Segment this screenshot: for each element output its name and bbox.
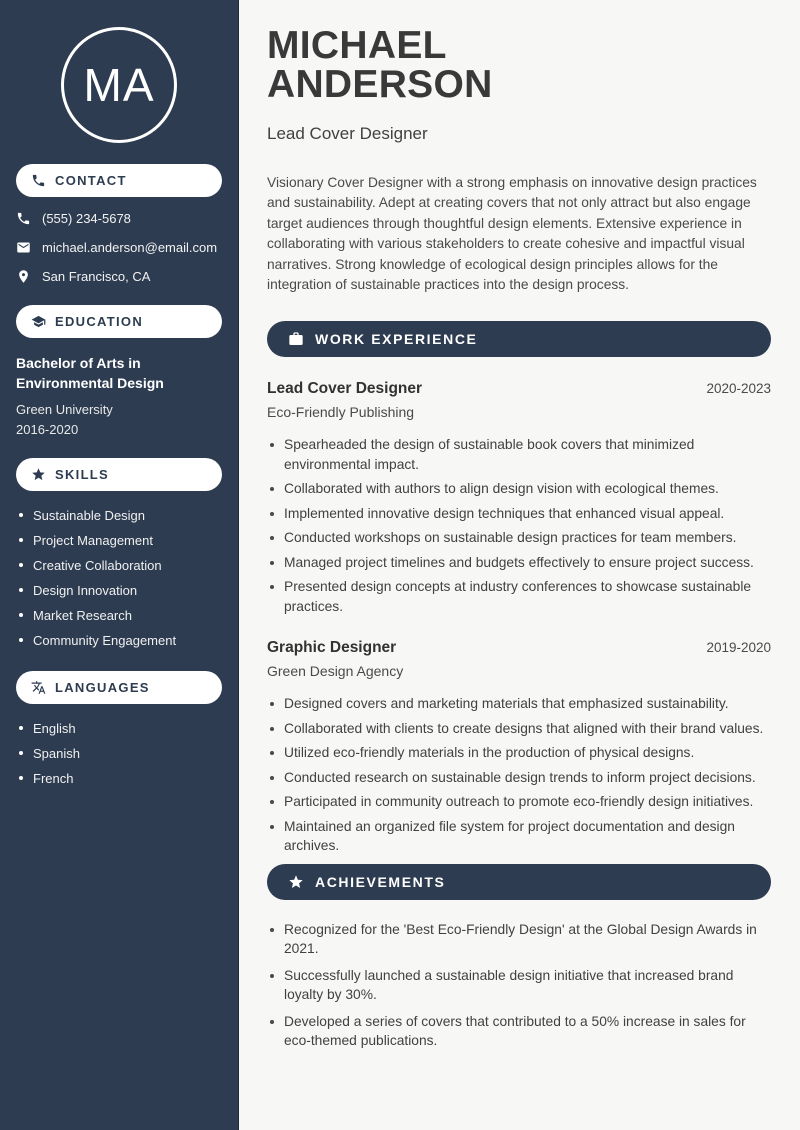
translate-icon [31, 680, 46, 695]
job-bullet: Spearheaded the design of sustainable book covers that minimized environmental impact. [267, 435, 771, 474]
location-icon [16, 269, 31, 284]
education-section-title: EDUCATION [55, 314, 144, 329]
phone-number: (555) 234-5678 [42, 211, 131, 226]
skills-section-header [16, 458, 222, 491]
contact-section-title: CONTACT [55, 173, 127, 188]
email-address: michael.anderson@email.com [42, 240, 218, 255]
location-text: San Francisco, CA [42, 269, 151, 284]
languages-section-header [16, 671, 222, 704]
achievement-bullet: Successfully launched a sustainable design initiative that increased brand loyalty by 30%. [267, 966, 771, 1005]
skill-item: Sustainable Design [16, 506, 222, 525]
job-bullet: Collaborated with authors to align design vision with ecological themes. [267, 479, 771, 499]
job-bullet: Managed project timelines and budgets effectively to ensure project success. [267, 553, 771, 573]
language-item: French [16, 769, 222, 788]
candidate-headline: Lead Cover Designer [267, 124, 428, 143]
job-bullet: Conducted research on sustainable design trends to inform project decisions. [267, 768, 771, 788]
job-bullet-list [267, 435, 771, 616]
job-bullet: Designed covers and marketing materials that emphasized sustainability. [267, 694, 771, 714]
jobs-list [267, 380, 771, 856]
degree-name: Bachelor of Arts in Environmental Design [16, 355, 164, 392]
achievements-section-header [267, 864, 771, 900]
contact-item-location [16, 269, 222, 284]
job-dates: 2020-2023 [706, 381, 771, 397]
candidate-name [267, 26, 771, 104]
candidate-name-line1: MICHAEL [267, 24, 447, 67]
job-bullet: Maintained an organized file system for project documentation and design archives. [267, 817, 771, 856]
main-content [239, 0, 800, 1130]
job-company: Eco-Friendly Publishing [267, 404, 415, 421]
work-experience-title: WORK EXPERIENCE [315, 331, 478, 348]
education-entry [16, 353, 222, 437]
job-bullet-list [267, 694, 771, 856]
job-bullet: Collaborated with clients to create designs that aligned with their brand values. [267, 719, 771, 739]
language-item: English [16, 719, 222, 738]
mail-icon [16, 240, 31, 255]
job-title: Lead Cover Designer [267, 380, 423, 398]
skill-item: Design Innovation [16, 581, 222, 600]
achievements-list [267, 920, 771, 1051]
job-dates: 2019-2020 [706, 640, 771, 656]
job-bullet: Conducted workshops on sustainable design practices for team members. [267, 528, 771, 548]
languages-list [16, 719, 222, 788]
skill-item: Market Research [16, 606, 222, 625]
job-bullet: Presented design concepts at industry conferences to showcase sustainable practices. [267, 577, 771, 616]
job-bullet: Participated in community outreach to promote eco-friendly design initiatives. [267, 792, 771, 812]
candidate-name-line2: ANDERSON [267, 63, 493, 106]
job-title: Graphic Designer [267, 639, 397, 657]
star-icon [288, 874, 304, 890]
star-icon [31, 467, 46, 482]
achievement-bullet: Developed a series of covers that contributed to a 50% increase in sales for eco-themed publications. [267, 1012, 771, 1051]
job-bullet: Utilized eco-friendly materials in the production of physical designs. [267, 743, 771, 763]
skill-item: Community Engagement [16, 631, 222, 650]
graduation-cap-icon [31, 314, 46, 329]
school-name: Green University [16, 401, 113, 417]
achievement-bullet: Recognized for the 'Best Eco-Friendly Design' at the Global Design Awards in 2021. [267, 920, 771, 959]
work-experience-section-header [267, 321, 771, 357]
summary-paragraph: Visionary Cover Designer with a strong emphasis on innovative design practices and sustainability. Adept at creating covers that not only attract but also engage target audiences through thoughtful design elements. Extensive experience in collaborating with various stakeholders to create cohesive and impactful visual narratives. Strong knowledge of ecological design principles allows for the integration of sustainable practices into the design process. [267, 175, 757, 293]
skill-item: Project Management [16, 531, 222, 550]
avatar-initials: MA [83, 59, 155, 111]
skill-item: Creative Collaboration [16, 556, 222, 575]
languages-section-title: LANGUAGES [55, 679, 150, 695]
briefcase-icon [288, 331, 304, 347]
education-years: 2016-2020 [16, 421, 79, 437]
job-entry [267, 380, 771, 616]
job-header-row [267, 639, 771, 657]
skills-list [16, 506, 222, 650]
skills-section-title: SKILLS [55, 466, 110, 482]
job-header-row [267, 380, 771, 398]
achievements-title: ACHIEVEMENTS [315, 873, 446, 890]
job-company: Green Design Agency [267, 663, 404, 680]
contact-section-header [16, 164, 222, 197]
contact-item-email [16, 240, 222, 255]
contact-item-phone [16, 211, 222, 226]
job-bullet: Implemented innovative design techniques that enhanced visual appeal. [267, 504, 771, 524]
contact-list [16, 211, 222, 284]
phone-icon [16, 211, 31, 226]
phone-icon [31, 173, 46, 188]
avatar [61, 27, 177, 143]
job-entry [267, 639, 771, 856]
education-section-header [16, 305, 222, 338]
language-item: Spanish [16, 744, 222, 763]
sidebar [0, 0, 239, 1130]
